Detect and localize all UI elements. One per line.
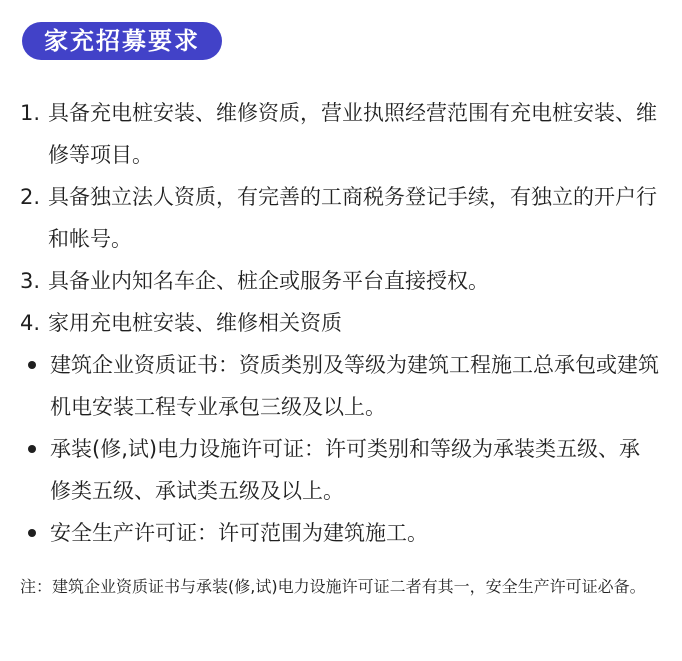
requirement-text: 具备业内知名车企、桩企或服务平台直接授权。 [48, 269, 489, 293]
qualification-text: 建筑企业资质证书：资质类别及等级为建筑工程施工总承包或建筑机电安装工程专业承包三级及以上。 [50, 353, 659, 419]
bullet-dot-icon [28, 445, 36, 453]
requirement-text: 具备充电桩安装、维修资质，营业执照经营范围有充电桩安装、维修等项目。 [48, 101, 657, 167]
requirement-text: 具备独立法人资质，有完善的工商税务登记手续，有独立的开户行和帐号。 [48, 185, 657, 251]
requirement-number: 2. [20, 185, 41, 209]
requirement-text: 家用充电桩安装、维修相关资质 [48, 311, 342, 335]
qualification-item-3 [20, 512, 660, 554]
qualification-text: 安全生产许可证：许可范围为建筑施工。 [50, 521, 428, 545]
requirement-number: 4. [20, 311, 41, 335]
page-title: 家充招募要求 [22, 22, 222, 60]
qualification-item-2 [20, 428, 660, 512]
requirement-number: 1. [20, 101, 41, 125]
qualification-text: 承装(修,试)电力设施许可证：许可类别和等级为承装类五级、承修类五级、承试类五级及以上。 [50, 437, 641, 503]
requirement-item-1 [20, 92, 660, 176]
requirement-item-2 [20, 176, 660, 260]
bullet-dot-icon [28, 529, 36, 537]
requirement-item-4 [20, 302, 660, 344]
requirement-number: 3. [20, 269, 41, 293]
requirements-list [20, 92, 660, 554]
requirement-item-3 [20, 260, 660, 302]
qualification-item-1 [20, 344, 660, 428]
footnote: 注：建筑企业资质证书与承装(修,试)电力设施许可证二者有其一，安全生产许可证必备。 [20, 577, 646, 596]
bullet-dot-icon [28, 361, 36, 369]
